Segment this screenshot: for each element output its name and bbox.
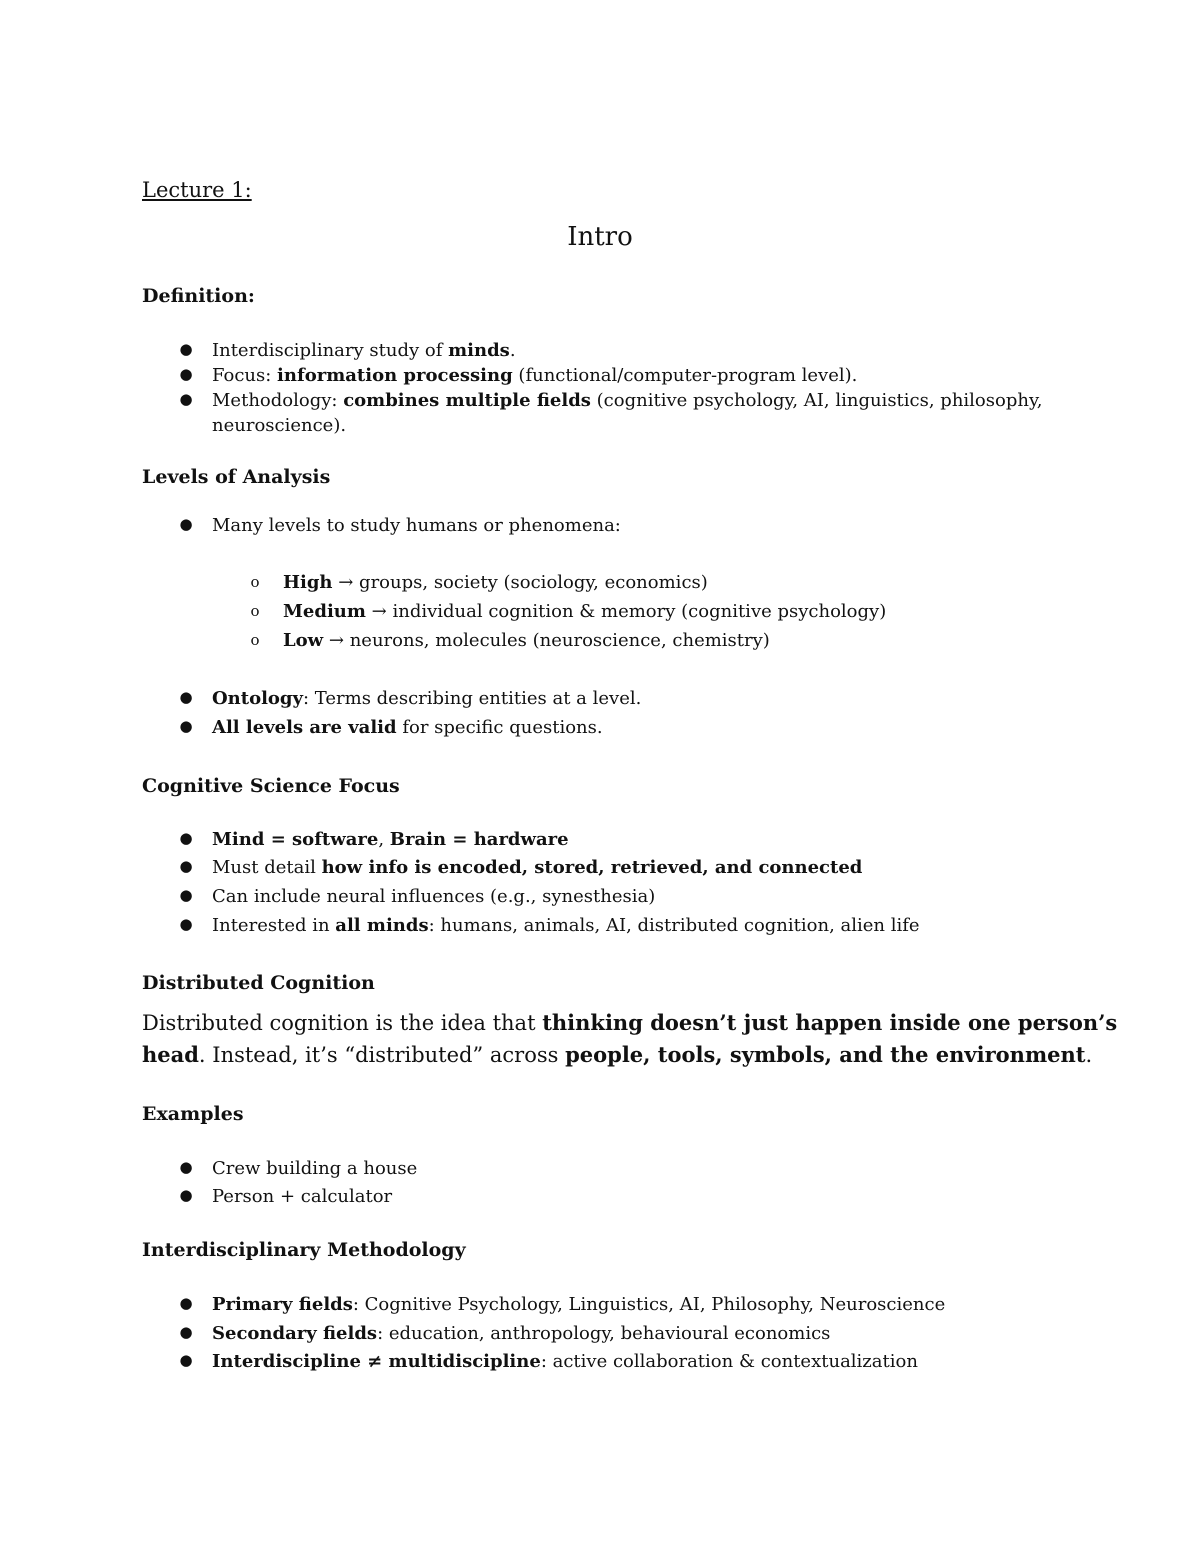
bullet-icon: ● — [179, 515, 193, 533]
bullet-icon: ● — [179, 1323, 193, 1341]
focus-item-2: ● Must detail how info is encoded, stored, retrieved, and connected — [212, 857, 862, 878]
example-item-1: ● Crew building a house — [212, 1158, 417, 1179]
definition-heading: Definition: — [142, 285, 255, 307]
lecture-label: Lecture 1: — [142, 178, 252, 202]
definition-item-3-continued: neuroscience). — [212, 415, 347, 436]
level-medium-item: o Medium → individual cognition & memory (cognitive psychology) — [283, 601, 886, 622]
levels-intro-item: ● Many levels to study humans or phenomena: — [212, 515, 621, 536]
bullet-icon: ● — [179, 829, 193, 847]
level-high-item: o High → groups, society (sociology, economics) — [283, 572, 708, 593]
focus-heading: Cognitive Science Focus — [142, 775, 400, 797]
distributed-paragraph-line-1: Distributed cognition is the idea that thinking doesn’t just happen inside one person’s — [142, 1010, 1118, 1035]
distributed-heading: Distributed Cognition — [142, 972, 375, 994]
bullet-icon: ● — [179, 1186, 193, 1204]
methodology-heading: Interdisciplinary Methodology — [142, 1239, 466, 1261]
example-item-2: ● Person + calculator — [212, 1186, 392, 1207]
page-title: Intro — [567, 222, 633, 252]
definition-item-1: ● Interdisciplinary study of minds. — [212, 340, 516, 361]
all-levels-item: ● All levels are valid for specific questions. — [212, 717, 603, 738]
bullet-icon: ● — [179, 886, 193, 904]
bullet-icon: ● — [179, 1158, 193, 1176]
circle-bullet-icon: o — [250, 573, 260, 591]
definition-item-2: ● Focus: information processing (functional/computer-program level). — [212, 365, 857, 386]
examples-heading: Examples — [142, 1103, 244, 1125]
focus-item-1: ● Mind = software, Brain = hardware — [212, 829, 569, 850]
methodology-item-2: ● Secondary fields: education, anthropology, behavioural economics — [212, 1323, 830, 1344]
levels-heading: Levels of Analysis — [142, 466, 331, 488]
circle-bullet-icon: o — [250, 631, 260, 649]
circle-bullet-icon: o — [250, 602, 260, 620]
methodology-item-3: ● Interdiscipline ≠ multidiscipline: active collaboration & contextualization — [212, 1351, 918, 1372]
distributed-paragraph-line-2: head. Instead, it’s “distributed” across people, tools, symbols, and the environment. — [142, 1042, 1093, 1067]
bullet-icon: ● — [179, 365, 193, 383]
methodology-item-1: ● Primary fields: Cognitive Psychology, Linguistics, AI, Philosophy, Neuroscience — [212, 1294, 945, 1315]
bullet-icon: ● — [179, 717, 193, 735]
definition-item-3: ● Methodology: combines multiple fields (cognitive psychology, AI, linguistics, philosophy, — [212, 390, 1042, 411]
bullet-icon: ● — [179, 1351, 193, 1369]
bullet-icon: ● — [179, 688, 193, 706]
bullet-icon: ● — [179, 915, 193, 933]
focus-item-3: ● Can include neural influences (e.g., synesthesia) — [212, 886, 655, 907]
level-low-item: o Low → neurons, molecules (neuroscience, chemistry) — [283, 630, 770, 651]
bullet-icon: ● — [179, 390, 193, 408]
ontology-item: ● Ontology: Terms describing entities at a level. — [212, 688, 641, 709]
bullet-icon: ● — [179, 857, 193, 875]
bullet-icon: ● — [179, 1294, 193, 1312]
focus-item-4: ● Interested in all minds: humans, animals, AI, distributed cognition, alien life — [212, 915, 920, 936]
bullet-icon: ● — [179, 340, 193, 358]
